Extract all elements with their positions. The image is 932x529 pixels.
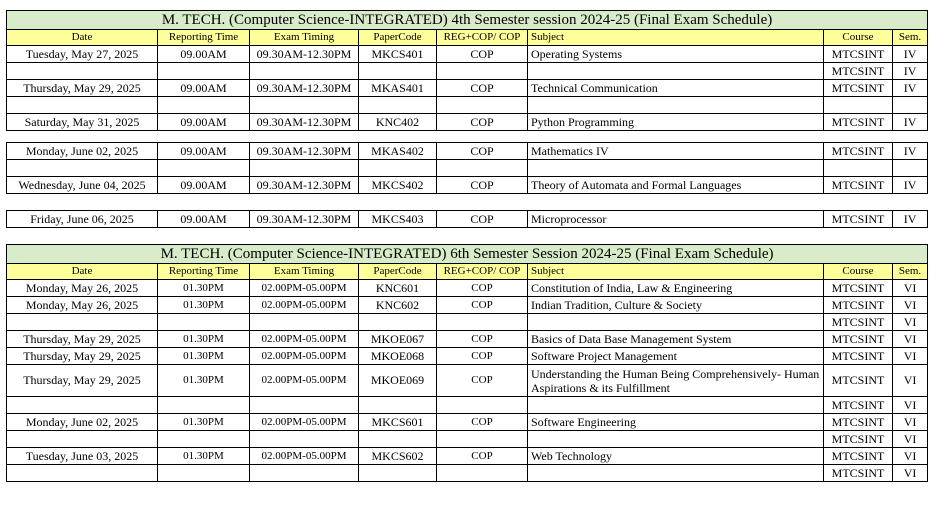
paper-code-cell: MKCS403 [359,211,437,228]
subject-cell: Software Engineering [528,414,824,431]
course-cell: MTCSINT [824,365,893,397]
reporting-time-cell [158,314,250,331]
paper-code-cell: MKOE067 [359,331,437,348]
exam-timing-cell: 09.30AM-12.30PM [250,46,359,63]
reg-cop-cell: COP [437,211,528,228]
subject-cell: Understanding the Human Being Comprehensively- Human Aspirations & its Fulfillment [528,365,824,397]
subject-cell: Software Project Management [528,348,824,365]
sem-cell: IV [893,177,928,194]
course-cell: MTCSINT [824,465,893,482]
header-reg-cop: REG+COP/ COP [437,264,528,280]
schedule-row [7,414,928,431]
header-exam-timing: Exam Timing [250,264,359,280]
sem-cell: VI [893,280,928,297]
course-cell [824,97,893,114]
date-cell: Wednesday, June 04, 2025 [7,177,158,194]
paper-code-cell [359,160,437,177]
subject-cell: Mathematics IV [528,143,824,160]
header-reg-cop: REG+COP/ COP [437,30,528,46]
subject-cell [528,160,824,177]
date-cell [7,97,158,114]
section-title-row [7,245,928,264]
schedule-row [7,365,928,397]
date-cell: Thursday, May 29, 2025 [7,348,158,365]
subject-cell [528,97,824,114]
sem-cell: IV [893,211,928,228]
sem-cell: VI [893,448,928,465]
reg-cop-cell [437,63,528,80]
date-cell [7,397,158,414]
spacer-cell [7,194,928,211]
paper-code-cell: MKCS402 [359,177,437,194]
reg-cop-cell [437,314,528,331]
paper-code-cell [359,63,437,80]
date-cell: Monday, June 02, 2025 [7,414,158,431]
schedule-row [7,177,928,194]
date-cell [7,63,158,80]
header-paper-code: PaperCode [359,264,437,280]
subject-cell: Web Technology [528,448,824,465]
sem-cell: IV [893,63,928,80]
header-reporting-time: Reporting Time [158,30,250,46]
header-paper-code: PaperCode [359,30,437,46]
date-cell [7,465,158,482]
course-cell: MTCSINT [824,211,893,228]
sem-cell: VI [893,397,928,414]
schedule-row [7,280,928,297]
course-cell: MTCSINT [824,348,893,365]
section-title: M. TECH. (Computer Science-INTEGRATED) 4th Semester session 2024-25 (Final Exam Schedule) [7,11,928,30]
subject-cell: Operating Systems [528,46,824,63]
paper-code-cell: MKCS602 [359,448,437,465]
reporting-time-cell: 09.00AM [158,114,250,131]
paper-code-cell [359,97,437,114]
reporting-time-cell: 01.30PM [158,365,250,397]
reporting-time-cell: 09.00AM [158,46,250,63]
course-cell: MTCSINT [824,280,893,297]
course-cell [824,160,893,177]
reg-cop-cell: COP [437,331,528,348]
schedule-row [7,143,928,160]
paper-code-cell: MKOE068 [359,348,437,365]
paper-code-cell: MKCS601 [359,414,437,431]
paper-code-cell: KNC402 [359,114,437,131]
header-date: Date [7,264,158,280]
reporting-time-cell: 01.30PM [158,280,250,297]
exam-timing-cell: 02.00PM-05.00PM [250,297,359,314]
reg-cop-cell [437,160,528,177]
subject-cell [528,465,824,482]
schedule-row [7,465,928,482]
sem-cell: IV [893,143,928,160]
reg-cop-cell [437,431,528,448]
paper-code-cell: MKOE069 [359,365,437,397]
course-cell: MTCSINT [824,80,893,97]
course-cell: MTCSINT [824,448,893,465]
schedule-row [7,348,928,365]
paper-code-cell: MKCS401 [359,46,437,63]
reporting-time-cell: 01.30PM [158,348,250,365]
schedule-row [7,448,928,465]
schedule-row [7,160,928,177]
exam-timing-cell [250,431,359,448]
subject-cell [528,397,824,414]
reporting-time-cell [158,160,250,177]
exam-schedule-table [6,10,928,482]
schedule-row [7,431,928,448]
schedule-row [7,97,928,114]
date-cell: Thursday, May 29, 2025 [7,80,158,97]
sem-cell: IV [893,46,928,63]
course-cell: MTCSINT [824,46,893,63]
date-cell: Tuesday, May 27, 2025 [7,46,158,63]
spacer-cell [7,228,928,245]
header-subject: Subject [528,30,824,46]
schedule-row [7,314,928,331]
header-exam-timing: Exam Timing [250,30,359,46]
reporting-time-cell: 01.30PM [158,414,250,431]
subject-cell [528,431,824,448]
schedule-row [7,397,928,414]
exam-timing-cell: 02.00PM-05.00PM [250,280,359,297]
date-cell: Thursday, May 29, 2025 [7,331,158,348]
header-sem: Sem. [893,30,928,46]
date-cell: Saturday, May 31, 2025 [7,114,158,131]
exam-timing-cell: 09.30AM-12.30PM [250,80,359,97]
reg-cop-cell [437,465,528,482]
schedule-row [7,114,928,131]
exam-timing-cell: 02.00PM-05.00PM [250,348,359,365]
header-row [7,264,928,280]
exam-timing-cell: 09.30AM-12.30PM [250,177,359,194]
reporting-time-cell: 09.00AM [158,211,250,228]
paper-code-cell [359,314,437,331]
course-cell: MTCSINT [824,314,893,331]
date-cell [7,314,158,331]
exam-timing-cell: 09.30AM-12.30PM [250,114,359,131]
date-cell: Monday, May 26, 2025 [7,280,158,297]
date-cell: Thursday, May 29, 2025 [7,365,158,397]
spacer-row [7,194,928,211]
reg-cop-cell: COP [437,114,528,131]
course-cell: MTCSINT [824,143,893,160]
course-cell: MTCSINT [824,114,893,131]
reporting-time-cell: 01.30PM [158,331,250,348]
date-cell: Tuesday, June 03, 2025 [7,448,158,465]
exam-timing-cell: 02.00PM-05.00PM [250,365,359,397]
reporting-time-cell: 09.00AM [158,80,250,97]
subject-cell: Python Programming [528,114,824,131]
date-cell: Monday, June 02, 2025 [7,143,158,160]
sem-cell: VI [893,314,928,331]
sem-cell: VI [893,414,928,431]
header-row [7,30,928,46]
paper-code-cell [359,397,437,414]
course-cell: MTCSINT [824,397,893,414]
date-cell [7,160,158,177]
exam-timing-cell [250,465,359,482]
subject-cell: Theory of Automata and Formal Languages [528,177,824,194]
reporting-time-cell [158,397,250,414]
reporting-time-cell [158,63,250,80]
subject-cell: Constitution of India, Law & Engineering [528,280,824,297]
paper-code-cell: KNC601 [359,280,437,297]
sem-cell: VI [893,365,928,397]
exam-schedule-sheet [6,10,927,482]
reporting-time-cell: 09.00AM [158,143,250,160]
exam-timing-cell [250,314,359,331]
reg-cop-cell: COP [437,280,528,297]
paper-code-cell: MKAS402 [359,143,437,160]
header-course: Course [824,30,893,46]
reg-cop-cell: COP [437,448,528,465]
sem-cell [893,160,928,177]
sem-cell: IV [893,80,928,97]
schedule-row [7,46,928,63]
sem-cell: VI [893,348,928,365]
reporting-time-cell: 01.30PM [158,448,250,465]
paper-code-cell [359,431,437,448]
schedule-row [7,331,928,348]
schedule-row [7,80,928,97]
course-cell: MTCSINT [824,63,893,80]
reg-cop-cell [437,97,528,114]
section-title-row [7,11,928,30]
exam-timing-cell: 02.00PM-05.00PM [250,414,359,431]
schedule-row [7,297,928,314]
course-cell: MTCSINT [824,431,893,448]
spacer-row [7,131,928,143]
exam-timing-cell [250,97,359,114]
subject-cell [528,63,824,80]
reporting-time-cell: 01.30PM [158,297,250,314]
reg-cop-cell: COP [437,297,528,314]
reg-cop-cell: COP [437,46,528,63]
header-course: Course [824,264,893,280]
reg-cop-cell: COP [437,177,528,194]
reg-cop-cell: COP [437,365,528,397]
course-cell: MTCSINT [824,297,893,314]
sem-cell [893,97,928,114]
sem-cell: IV [893,114,928,131]
reporting-time-cell: 09.00AM [158,177,250,194]
course-cell: MTCSINT [824,331,893,348]
date-cell: Monday, May 26, 2025 [7,297,158,314]
reg-cop-cell: COP [437,143,528,160]
schedule-row [7,211,928,228]
exam-timing-cell: 02.00PM-05.00PM [250,331,359,348]
header-subject: Subject [528,264,824,280]
header-reporting-time: Reporting Time [158,264,250,280]
spacer-cell [7,131,928,143]
reg-cop-cell: COP [437,348,528,365]
sem-cell: VI [893,331,928,348]
sem-cell: VI [893,297,928,314]
subject-cell: Microprocessor [528,211,824,228]
schedule-row [7,63,928,80]
sem-cell: VI [893,431,928,448]
exam-timing-cell [250,63,359,80]
header-sem: Sem. [893,264,928,280]
reg-cop-cell: COP [437,80,528,97]
paper-code-cell [359,465,437,482]
subject-cell [528,314,824,331]
exam-timing-cell [250,160,359,177]
header-date: Date [7,30,158,46]
date-cell: Friday, June 06, 2025 [7,211,158,228]
subject-cell: Indian Tradition, Culture & Society [528,297,824,314]
reg-cop-cell: COP [437,414,528,431]
paper-code-cell: KNC602 [359,297,437,314]
sem-cell: VI [893,465,928,482]
reg-cop-cell [437,397,528,414]
exam-timing-cell [250,397,359,414]
exam-timing-cell: 09.30AM-12.30PM [250,143,359,160]
subject-cell: Technical Communication [528,80,824,97]
course-cell: MTCSINT [824,414,893,431]
date-cell [7,431,158,448]
reporting-time-cell [158,431,250,448]
section-title: M. TECH. (Computer Science-INTEGRATED) 6th Semester Session 2024-25 (Final Exam Schedule) [7,245,928,264]
course-cell: MTCSINT [824,177,893,194]
exam-timing-cell: 09.30AM-12.30PM [250,211,359,228]
reporting-time-cell [158,97,250,114]
reporting-time-cell [158,465,250,482]
exam-timing-cell: 02.00PM-05.00PM [250,448,359,465]
paper-code-cell: MKAS401 [359,80,437,97]
subject-cell: Basics of Data Base Management System [528,331,824,348]
spacer-row [7,228,928,245]
